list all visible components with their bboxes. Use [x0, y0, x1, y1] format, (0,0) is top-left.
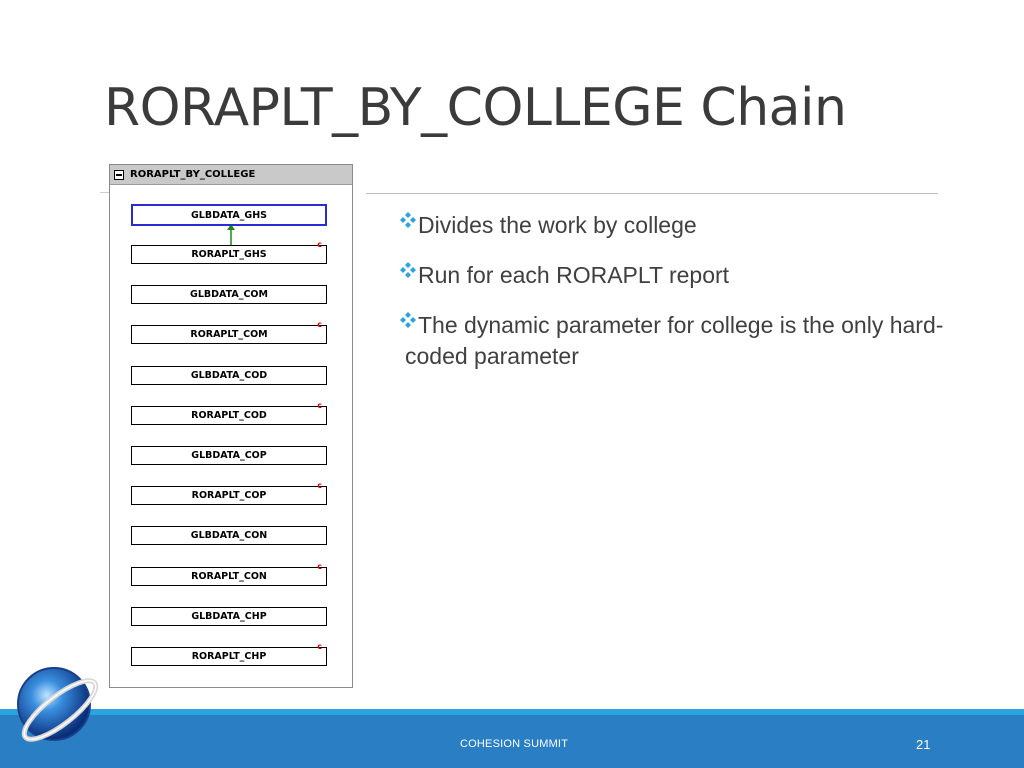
- globe-logo: [14, 664, 106, 748]
- bullet-text: Divides the work by college: [418, 212, 697, 238]
- chain-node-label: RORAPLT_GHS: [191, 249, 267, 260]
- bullet-item: [398, 210, 1018, 241]
- chain-node-label: RORAPLT_CON: [191, 570, 267, 582]
- chain-node-label: RORAPLT_CHP: [191, 651, 267, 662]
- chain-node-label: GLBDATA_CHP: [191, 610, 267, 622]
- chain-node[interactable]: [131, 642, 327, 666]
- chain-node-badge: c: [317, 240, 322, 249]
- chain-node[interactable]: [131, 526, 327, 545]
- title-rule: [366, 193, 938, 194]
- chain-node-badge: c: [317, 400, 322, 410]
- chain-node-label: RORAPLT_COD: [191, 409, 267, 421]
- chain-node[interactable]: [131, 400, 327, 425]
- diamond-cluster-icon: [398, 261, 418, 279]
- bullet-text: Run for each RORAPLT report: [418, 262, 730, 288]
- chain-node[interactable]: [131, 446, 327, 465]
- chain-title: RORAPLT_BY_COLLEGE: [130, 169, 256, 180]
- bullet-item: [398, 310, 1018, 372]
- chain-node-label: GLBDATA_COM: [190, 289, 268, 301]
- chain-node-label: GLBDATA_GHS: [190, 209, 268, 221]
- chain-node[interactable]: [131, 320, 327, 344]
- chain-node-label: GLBDATA_COP: [191, 450, 267, 461]
- chain-node[interactable]: [131, 240, 327, 264]
- bullet-text-continued: coded parameter: [405, 343, 579, 369]
- diamond-cluster-icon: [398, 211, 418, 229]
- chain-node[interactable]: [131, 561, 327, 586]
- chain-node-label: GLBDATA_COD: [190, 369, 268, 381]
- page-number: 21: [916, 737, 931, 752]
- bullet-list: [398, 210, 1018, 391]
- chain-node-label: RORAPLT_COP: [191, 490, 267, 502]
- chain-node-badge: c: [317, 481, 322, 491]
- chain-node-badge: c: [317, 320, 322, 330]
- chain-node[interactable]: [131, 204, 327, 226]
- chain-node-label: GLBDATA_CON: [190, 530, 268, 542]
- bullet-text: The dynamic parameter for college is the only hard-: [418, 312, 944, 338]
- chain-node-badge: c: [317, 561, 322, 571]
- chain-node[interactable]: [131, 607, 327, 626]
- chain-node-label: RORAPLT_COM: [190, 329, 268, 341]
- bullet-item: [398, 260, 1018, 291]
- chain-node[interactable]: [131, 366, 327, 385]
- slide-title: RORAPLT_BY_COLLEGE Chain: [104, 78, 847, 138]
- diamond-cluster-icon: [398, 311, 418, 329]
- chain-node-badge: c: [317, 642, 322, 651]
- footer-text: COHESION SUMMIT: [460, 738, 569, 750]
- chain-panel: [109, 164, 353, 688]
- chain-node[interactable]: [131, 285, 327, 304]
- chain-node[interactable]: [131, 481, 327, 505]
